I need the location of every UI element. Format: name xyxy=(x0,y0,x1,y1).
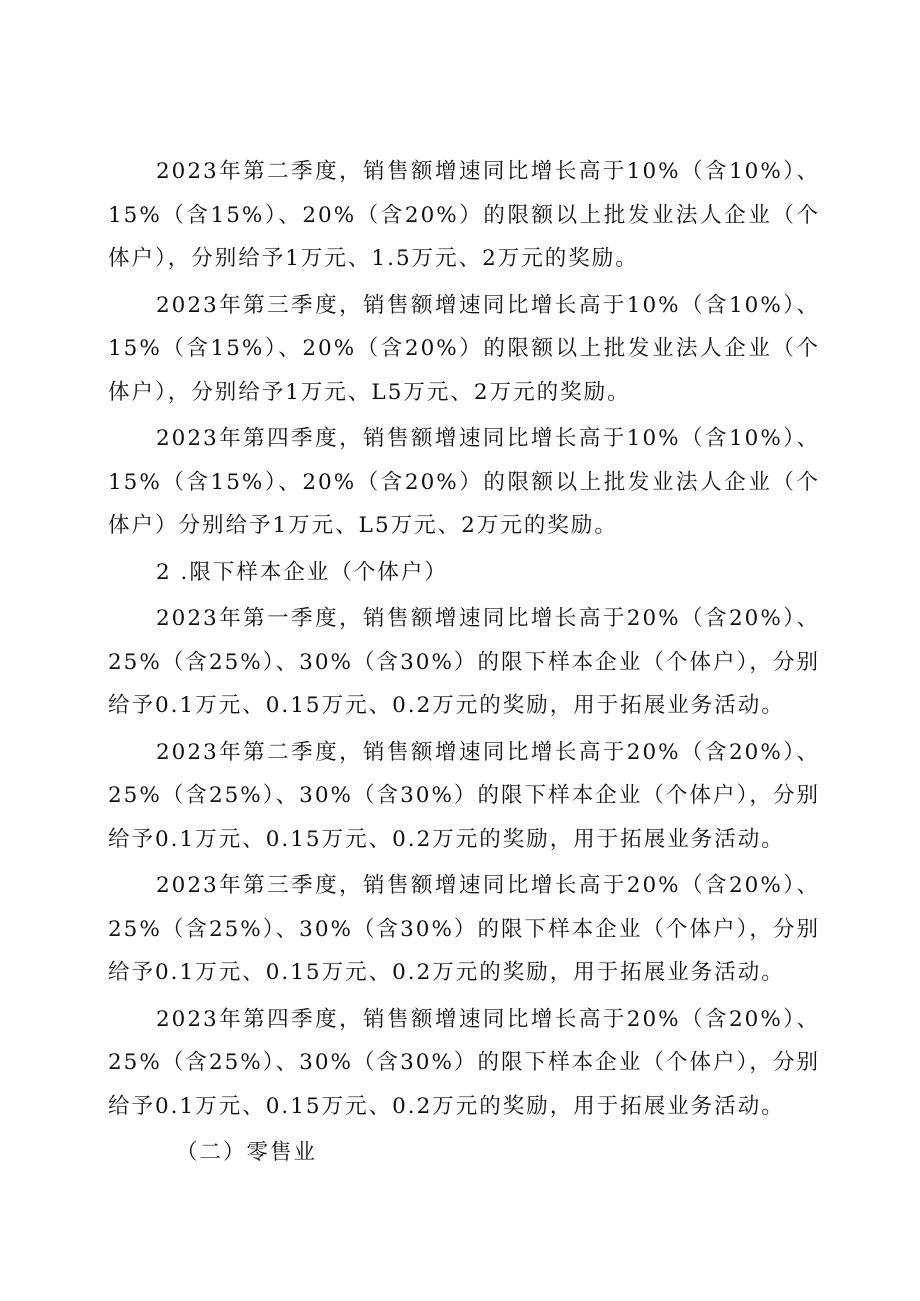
document-body xyxy=(108,150,820,1178)
section-heading-retail: （二）零售业 xyxy=(176,1140,318,1165)
paragraph-q2-wholesale: 2023年第二季度，销售额增速同比增长高于10%（含10%）、15%（含15%）、20%（含20%）的限额以上批发业法人企业（个体户），分别给予1万元、1.5万元、2万元的奖励。 xyxy=(108,159,820,271)
paragraph-q4-wholesale: 2023年第四季度，销售额增速同比增长高于10%（含10%）、15%（含15%）、20%（含20%）的限额以上批发业法人企业（个体户）分别给予1万元、L5万元、2万元的奖励。 xyxy=(108,426,820,538)
paragraph-q3-wholesale: 2023年第三季度，销售额增速同比增长高于10%（含10%）、15%（含15%）、20%（含20%）的限额以上批发业法人企业（个体户），分别给予1万元、L5万元、2万元的奖励。 xyxy=(108,292,820,405)
subheading-sample-enterprises: 2 .限下样本企业（个体户） xyxy=(156,559,448,585)
paragraph-q1-sample: 2023年第一季度，销售额增速同比增长高于20%（含20%）、25%（含25%）、30%（含30%）的限下样本企业（个体户），分别给予0.1万元、0.15万元、0.2万元的奖励，用于拓展业务活动。 xyxy=(108,606,820,718)
paragraph-q3-sample: 2023年第三季度，销售额增速同比增长高于20%（含20%）、25%（含25%）、30%（含30%）的限下样本企业（个体户），分别给予0.1万元、0.15万元、0.2万元的奖励，用于拓展业务活动。 xyxy=(108,873,820,985)
paragraph-q4-sample: 2023年第四季度，销售额增速同比增长高于20%（含20%）、25%（含25%）、30%（含30%）的限下样本企业（个体户），分别给予0.1万元、0.15万元、0.2万元的奖励，用于拓展业务活动。 xyxy=(108,1006,820,1119)
paragraph-q2-sample: 2023年第二季度，销售额增速同比增长高于20%（含20%）、25%（含25%）、30%（含30%）的限下样本企业（个体户），分别给予0.1万元、0.15万元、0.2万元的奖励，用于拓展业务活动。 xyxy=(108,739,820,852)
